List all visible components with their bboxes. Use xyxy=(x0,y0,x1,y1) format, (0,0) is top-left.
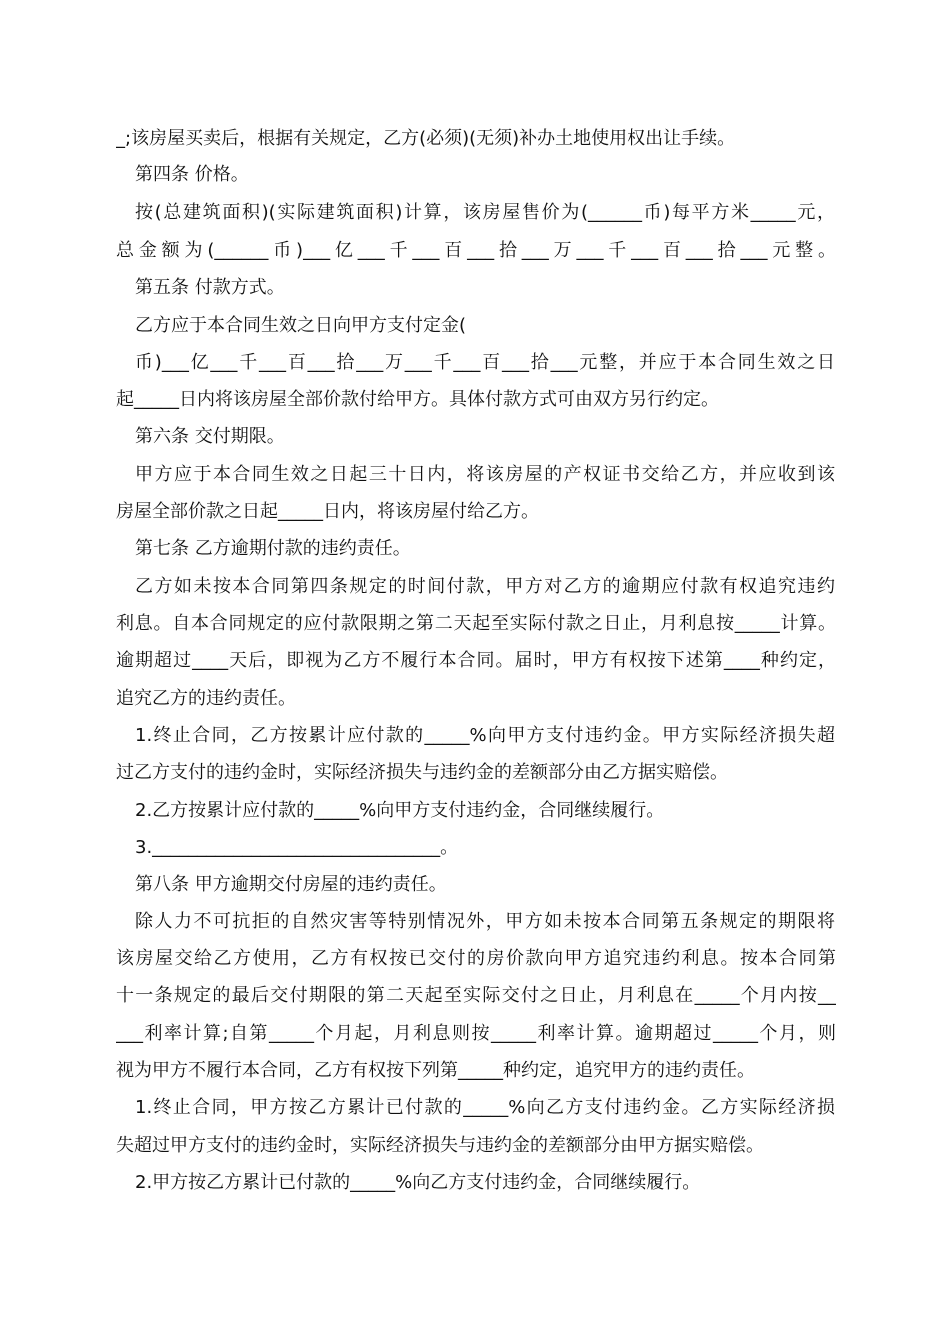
text-line: 按(总建筑面积)(实际建筑面积)计算，该房屋售价为(______币)每平方米_____元， xyxy=(135,202,835,223)
section-heading-5: 第五条 付款方式。 xyxy=(135,277,285,298)
text-line: 追究乙方的违约责任。 xyxy=(116,688,296,709)
list-item-2: 2.乙方按累计应付款的_____%向甲方支付违约金，合同继续履行。 xyxy=(135,800,665,821)
list-item-3: 3.________________________________。 xyxy=(135,837,459,858)
section-heading-6: 第六条 交付期限。 xyxy=(135,426,285,447)
text-line: 乙方应于本合同生效之日向甲方支付定金( xyxy=(135,315,467,336)
section-heading-7: 第七条 乙方逾期付款的违约责任。 xyxy=(135,538,411,559)
text-line: 过乙方支付的违约金时，实际经济损失与违约金的差额部分由乙方据实赔偿。 xyxy=(116,762,728,783)
text-line: 乙方如未按本合同第四条规定的时间付款，甲方对乙方的逾期应付款有权追究违约 xyxy=(135,576,835,597)
text-line: 总金额为(______币)___亿___千___百___拾___万___千___百___拾___元整。 xyxy=(116,240,836,261)
text-line: _;该房屋买卖后，根据有关规定，乙方(必须)(无须)补办土地使用权出让手续。 xyxy=(116,128,736,149)
section-heading-4: 第四条 价格。 xyxy=(135,164,249,185)
list-item-2: 2.甲方按乙方累计已付款的_____%向乙方支付违约金，合同继续履行。 xyxy=(135,1172,701,1193)
text-line: 甲方应于本合同生效之日起三十日内，将该房屋的产权证书交给乙方，并应收到该 xyxy=(135,464,835,485)
text-line: 利息。自本合同规定的应付款限期之第二天起至实际付款之日止，月利息按_____计算。 xyxy=(116,613,836,634)
text-line: 十一条规定的最后交付期限的第二天起至实际交付之日止，月利息在_____个月内按__ xyxy=(116,985,836,1006)
text-line: 房屋全部价款之日起_____日内，将该房屋付给乙方。 xyxy=(116,501,539,522)
list-item-1: 1.终止合同，甲方按乙方累计已付款的_____%向乙方支付违约金。乙方实际经济损 xyxy=(135,1097,835,1118)
text-line: 失超过甲方支付的违约金时，实际经济损失与违约金的差额部分由甲方据实赔偿。 xyxy=(116,1135,764,1156)
text-line: 币)___亿___千___百___拾___万___千___百___拾___元整，并应于本合同生效之日 xyxy=(135,352,835,373)
text-line: 起_____日内将该房屋全部价款付给甲方。具体付款方式可由双方另行约定。 xyxy=(116,389,719,410)
list-item-1: 1.终止合同，乙方按累计应付款的_____%向甲方支付违约金。甲方实际经济损失超 xyxy=(135,725,835,746)
text-line: 除人力不可抗拒的自然灾害等特别情况外，甲方如未按本合同第五条规定的期限将 xyxy=(135,911,835,932)
text-line: 逾期超过____天后，即视为乙方不履行本合同。届时，甲方有权按下述第____种约定， xyxy=(116,650,836,671)
text-line: 视为甲方不履行本合同，乙方有权按下列第_____种约定，追究甲方的违约责任。 xyxy=(116,1060,755,1081)
text-line: 该房屋交给乙方使用，乙方有权按已交付的房价款向甲方追究违约利息。按本合同第 xyxy=(116,948,836,969)
section-heading-8: 第八条 甲方逾期交付房屋的违约责任。 xyxy=(135,874,447,895)
text-line: ___利率计算;自第_____个月起，月利息则按_____利率计算。逾期超过_____个月，则 xyxy=(116,1023,836,1044)
